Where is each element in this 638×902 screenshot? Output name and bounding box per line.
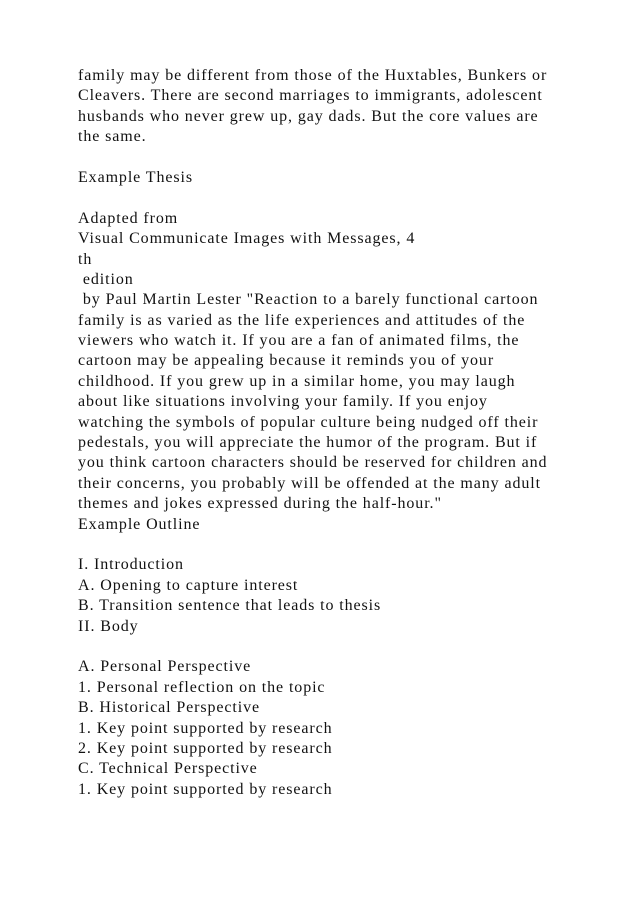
paragraph-line: the same. <box>78 128 147 146</box>
section-heading-outline: Example Outline <box>78 515 201 533</box>
paragraph-line: family is as varied as the life experiences and attitudes of the <box>78 311 526 329</box>
outline-item: 1. Personal reflection on the topic <box>78 678 326 696</box>
section-heading-thesis: Example Thesis <box>78 168 193 186</box>
paragraph-line: pedestals, you will appreciate the humor of the program. But if <box>78 434 538 452</box>
paragraph-line: cartoon may be appealing because it reminds you of your <box>78 352 495 370</box>
outline-item: 1. Key point supported by research <box>78 780 333 798</box>
outline-item: B. Historical Perspective <box>78 699 261 717</box>
outline-item: B. Transition sentence that leads to thesis <box>78 597 382 615</box>
paragraph-line: Cleavers. There are second marriages to immigrants, adolescent <box>78 87 543 105</box>
paragraph-line: watching the symbols of popular culture being nudged off their <box>78 413 539 431</box>
paragraph-line: family may be different from those of the Huxtables, Bunkers or <box>78 67 548 84</box>
outline-item: A. Opening to capture interest <box>78 576 299 594</box>
blank-line <box>78 637 618 657</box>
paragraph-line: Visual Communicate Images with Messages, 4 <box>78 230 416 248</box>
outline-item: 2. Key point supported by research <box>78 739 333 757</box>
paragraph-line: about like situations involving your family. If you enjoy <box>78 393 488 411</box>
paragraph-line: th <box>78 250 93 268</box>
paragraph-line: husbands who never grew up, gay dads. But the core values are <box>78 107 539 125</box>
outline-item: A. Personal Perspective <box>78 658 252 676</box>
blank-line <box>78 188 618 208</box>
paragraph-line: you think cartoon characters should be reserved for children and <box>78 454 548 472</box>
outline-item: II. Body <box>78 617 139 635</box>
paragraph-line: edition <box>78 270 134 288</box>
paragraph-line: childhood. If you grew up in a similar home, you may laugh <box>78 372 516 390</box>
paragraph-line: Adapted from <box>78 209 179 227</box>
blank-line <box>78 148 618 168</box>
outline-item: 1. Key point supported by research <box>78 719 333 737</box>
paragraph-line: themes and jokes expressed during the half-hour." <box>78 495 442 513</box>
document-body <box>78 66 618 800</box>
outline-item: C. Technical Perspective <box>78 760 258 778</box>
blank-line <box>78 535 618 555</box>
paragraph-line: by Paul Martin Lester "Reaction to a barely functional cartoon <box>78 291 539 309</box>
paragraph-line: their concerns, you probably will be offended at the many adult <box>78 474 541 492</box>
outline-item: I. Introduction <box>78 556 184 574</box>
paragraph-line: viewers who watch it. If you are a fan of animated films, the <box>78 332 520 350</box>
